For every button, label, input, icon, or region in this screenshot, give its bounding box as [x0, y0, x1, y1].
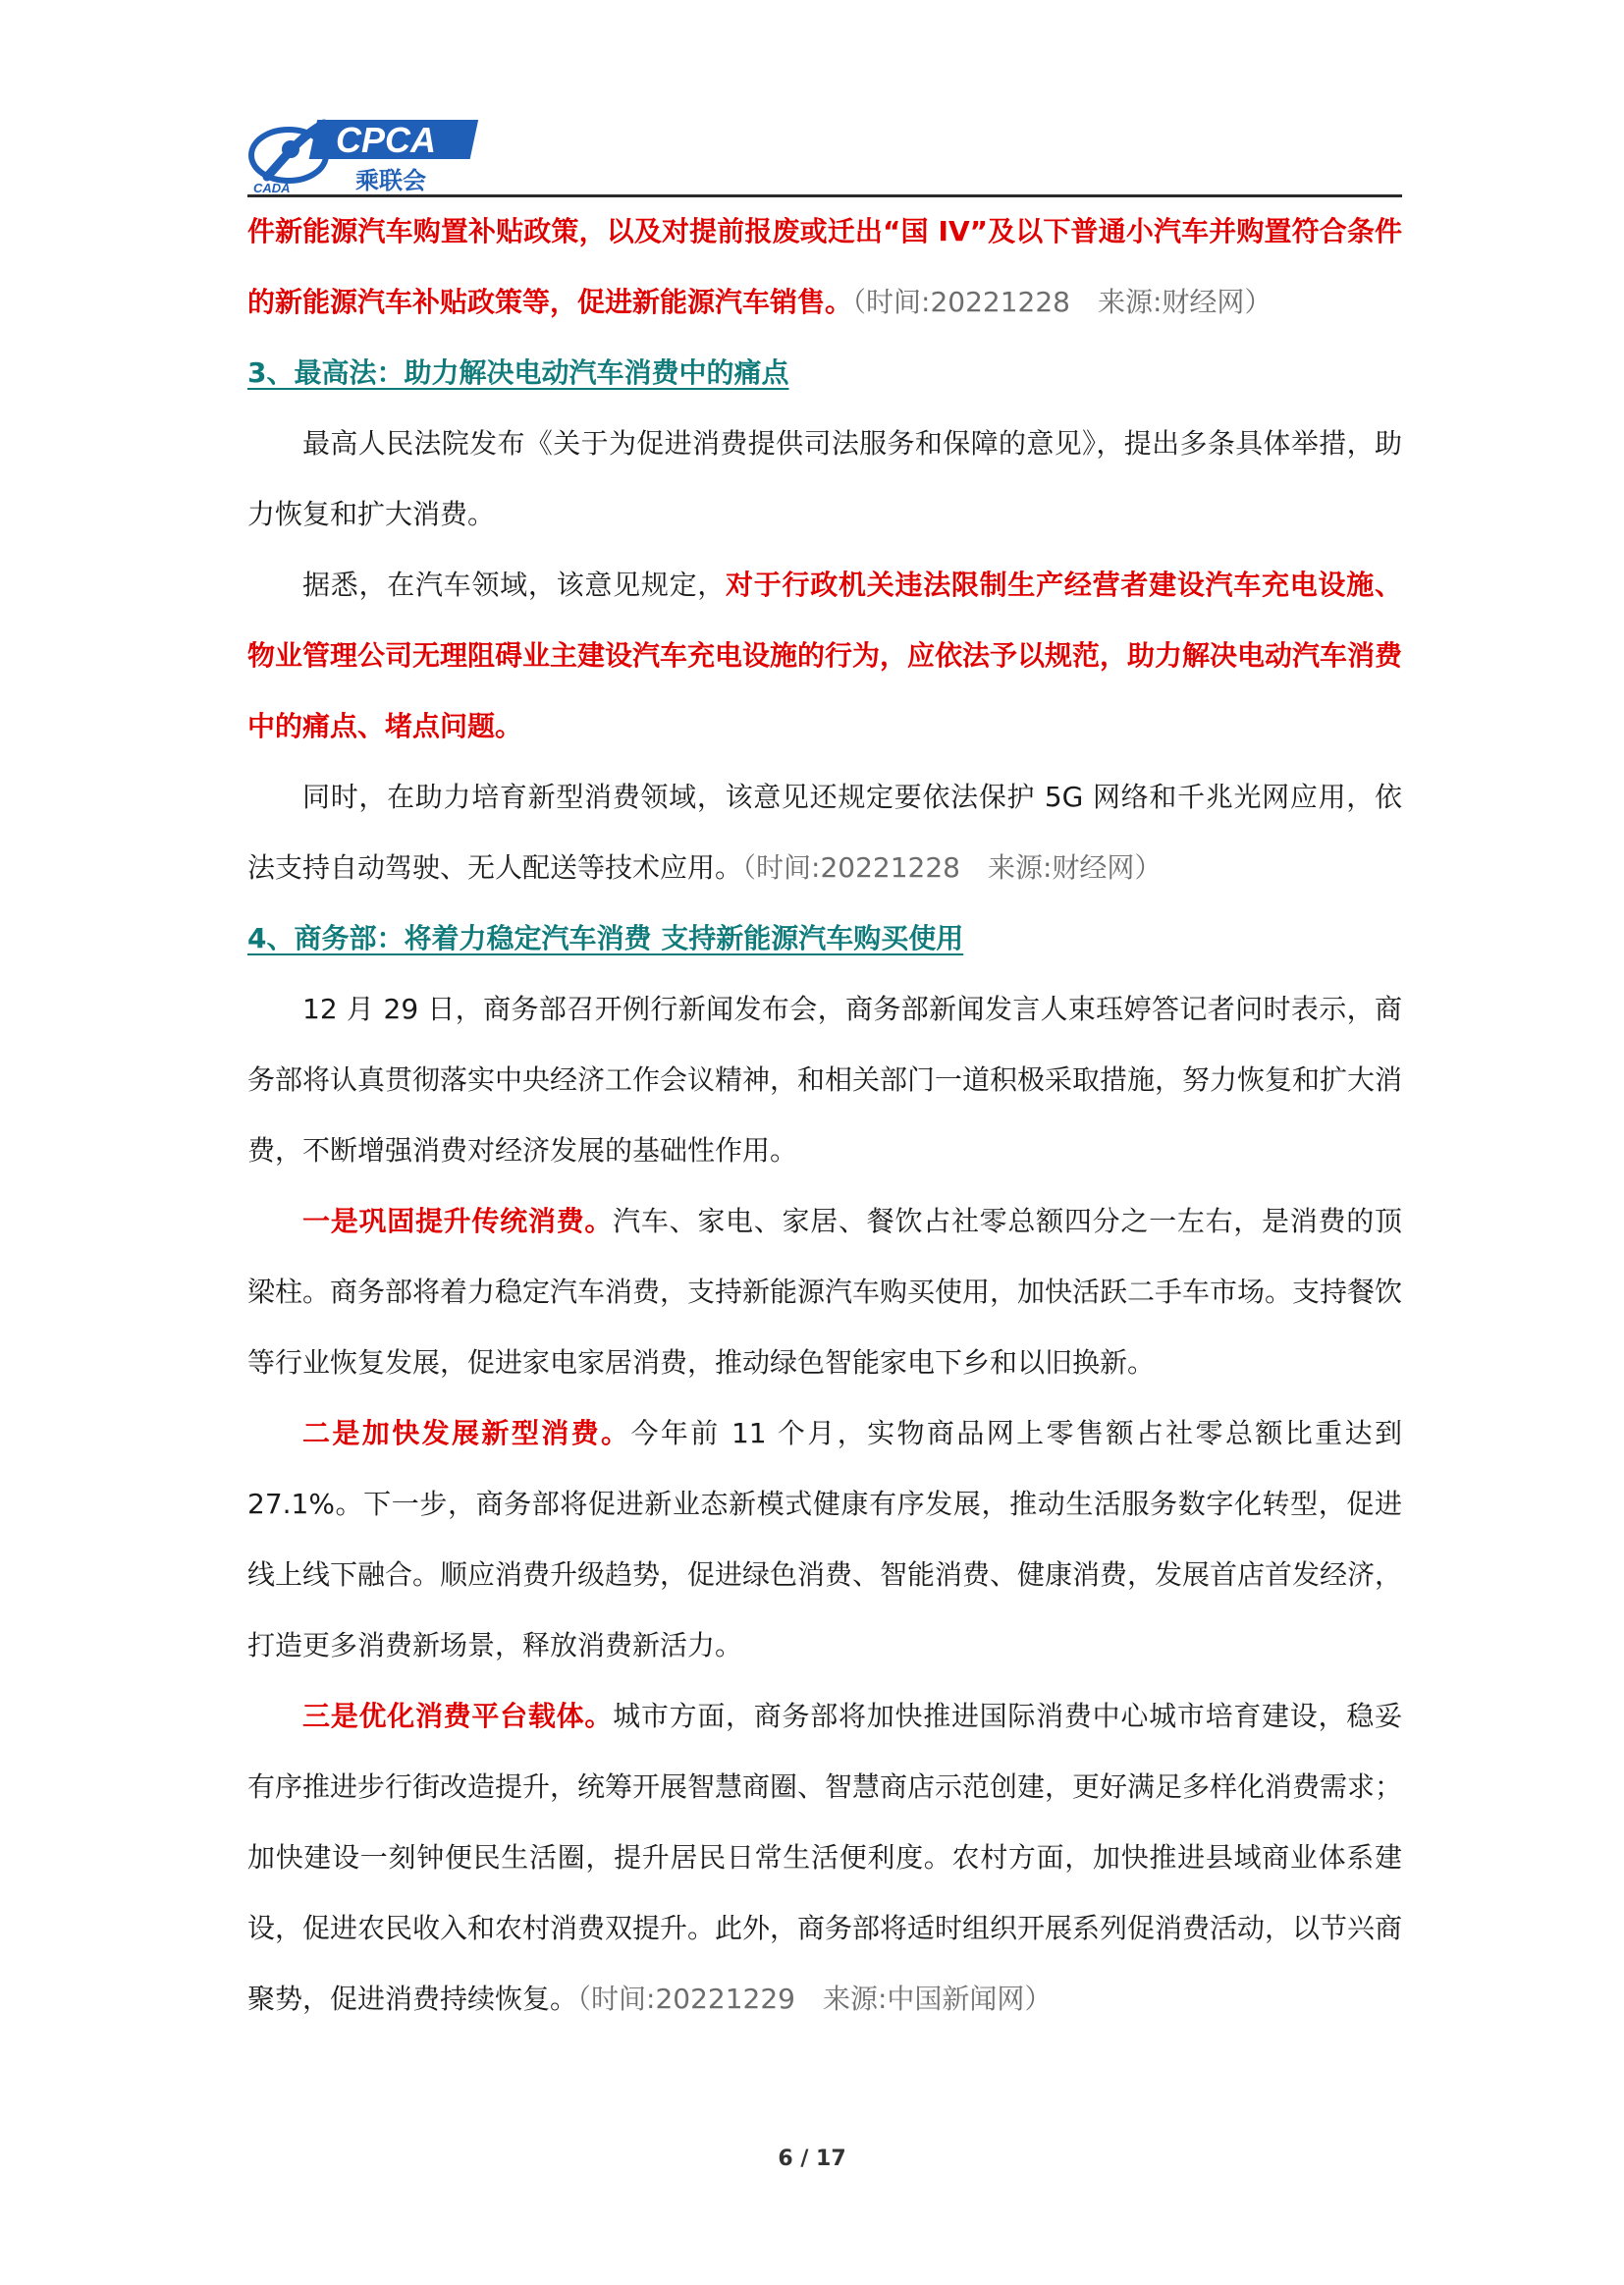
highlight-text: 件新能源汽车购置补贴政策，以及对提前报废或迁出“国 IV”及以下普通小汽车并购置符合条件的新能源汽车补贴政策等，促进新能源汽车销售。 [247, 215, 1402, 318]
svg-text:乘联会: 乘联会 [355, 167, 426, 194]
section-4-title: 4、商务部：将着力稳定汽车消费 支持新能源汽车购买使用 [247, 922, 964, 954]
paragraph-text: 今年前 11 个月，实物商品网上零售额占社零总额比重达到 27.1%。下一步，商务部将促进新业态新模式健康有序发展，推动生活服务数字化转型，促进线上线下融合。顺应消费升级趋势，促进绿色消费、智能消费、健康消费，发展首店首发经济，打造更多消费新场景，释放消费新活力。 [247, 1417, 1403, 1661]
page-number: 6 / 17 [778, 2147, 846, 2171]
paragraph-lead: 据悉，在汽车领域，该意见规定， [302, 569, 727, 601]
svg-text:CPCA: CPCA [336, 120, 437, 160]
source-note: （时间:20221229 来源:中国新闻网） [577, 1983, 1053, 2015]
point-heading: 三是优化消费平台载体。 [302, 1700, 614, 1732]
highlight-text: 对于行政机关违法限制生产经营者建设汽车充电设施、物业管理公司无理阻碍业主建设汽车充电设施的行为，应依法予以规范，助力解决电动汽车消费中的痛点、堵点问题。 [247, 569, 1403, 742]
paragraph [247, 762, 1402, 903]
paragraph-text: 城市方面，商务部将加快推进国际消费中心城市培育建设，稳妥有序推进步行街改造提升，统筹开展智慧商圈、智慧商店示范创建，更好满足多样化消费需求；加快建设一刻钟便民生活圈，提升居民日常生活便利度。农村方面，加快推进县域商业体系建设，促进农民收入和农村消费双提升。此外，商务部将适时组织开展系列促消费活动，以节兴商聚势，促进消费持续恢复。 [247, 1700, 1403, 2015]
cpca-logo-icon [247, 116, 483, 194]
section-3-title: 3、最高法：助力解决电动汽车消费中的痛点 [247, 356, 789, 389]
continuation-paragraph [247, 196, 1402, 338]
paragraph-text: 同时，在助力培育新型消费领域，该意见还规定要依法保护 5G 网络和千兆光网应用，依法支持自动驾驶、无人配送等技术应用。 [247, 781, 1402, 884]
paragraph: 12 月 29 日，商务部召开例行新闻发布会，商务部新闻发言人束珏婷答记者问时表示，商务部将认真贯彻落实中央经济工作会议精神，和相关部门一道积极采取措施，努力恢复和扩大消费，不断增强消费对经济发展的基础性作用。 [247, 993, 1403, 1167]
paragraph [247, 1681, 1402, 2035]
page-header [247, 110, 1402, 194]
document-body [247, 196, 1402, 2035]
source-note: （时间:20221228 来源:财经网） [852, 286, 1272, 318]
paragraph [247, 1398, 1402, 1681]
svg-text:CADA: CADA [253, 181, 291, 194]
point-heading: 一是巩固提升传统消费。 [302, 1205, 614, 1237]
source-note: （时间:20221228 来源:财经网） [742, 851, 1163, 884]
point-heading: 二是加快发展新型消费。 [302, 1417, 631, 1449]
paragraph [247, 550, 1402, 762]
paragraph: 最高人民法院发布《关于为促进消费提供司法服务和保障的意见》，提出多条具体举措，助力恢复和扩大消费。 [247, 427, 1402, 530]
paragraph [247, 1186, 1402, 1398]
paragraph-text: 汽车、家电、家居、餐饮占社零总额四分之一左右，是消费的顶梁柱。商务部将着力稳定汽车消费，支持新能源汽车购买使用，加快活跃二手车市场。支持餐饮等行业恢复发展，促进家电家居消费，推动绿色智能家电下乡和以旧换新。 [247, 1205, 1403, 1379]
